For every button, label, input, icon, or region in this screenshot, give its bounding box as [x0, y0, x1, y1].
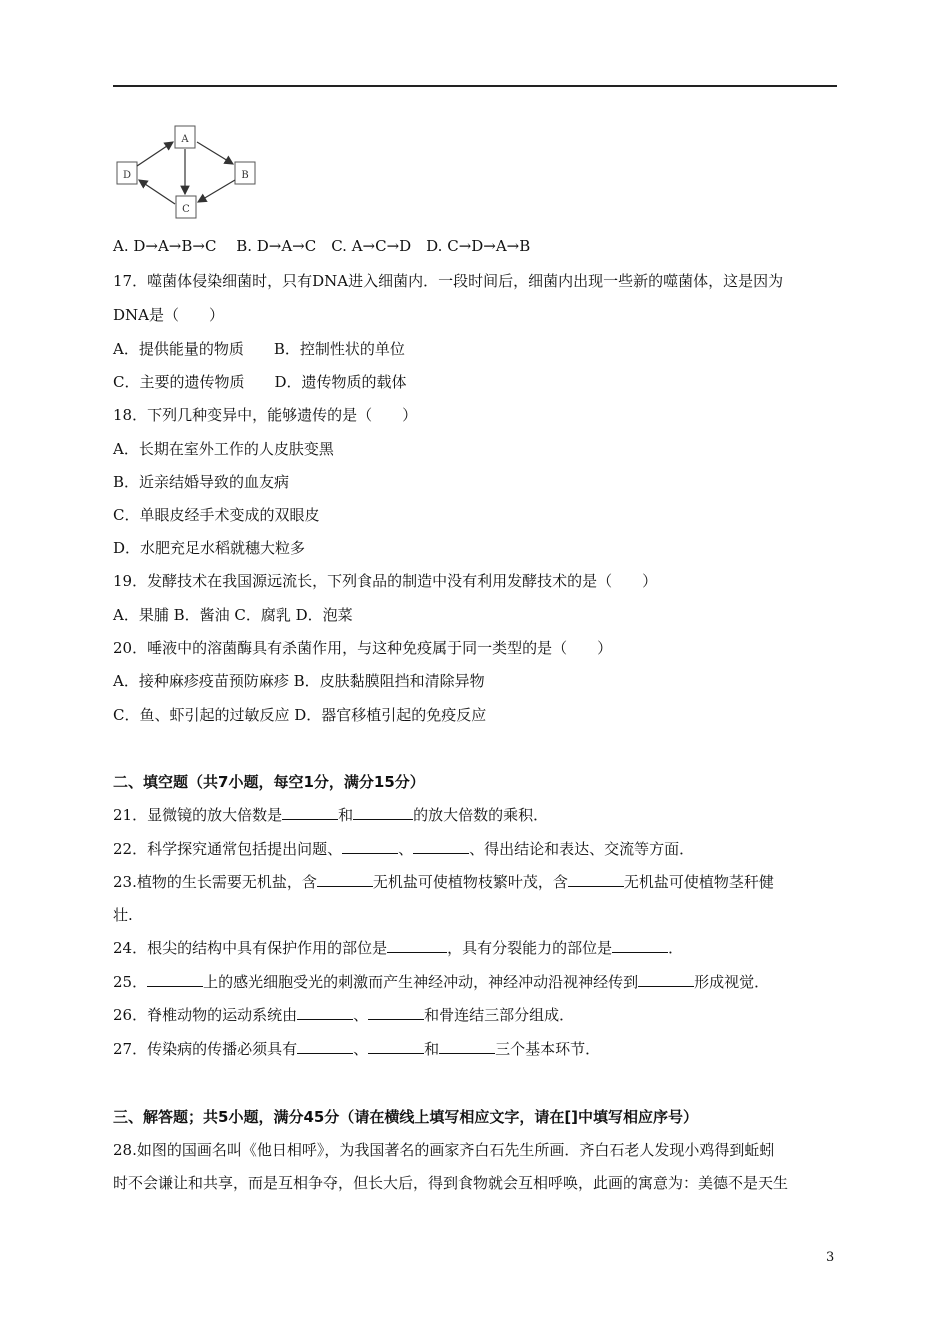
- q19-stem: 19．发酵技术在我国源远流长，下列食品的制造中没有利用发酵技术的是（ ）: [113, 572, 658, 590]
- q25-blank1[interactable]: [147, 972, 203, 987]
- node-d-label: D: [122, 170, 132, 181]
- q26-blank2[interactable]: [368, 1005, 424, 1020]
- q20-options-row1: A．接种麻疹疫苗预防麻疹 B．皮肤黏膜阻挡和清除异物: [113, 672, 485, 690]
- q18-stem: 18．下列几种变异中，能够遗传的是（ ）: [113, 406, 418, 424]
- q24-text3: ．: [668, 939, 684, 957]
- q27-text4: 三个基本环节．: [495, 1040, 601, 1058]
- q23-blank2[interactable]: [568, 872, 624, 887]
- q17-stem-line1: 17．噬菌体侵染细菌时，只有DNA进入细菌内．一段时间后，细菌内出现一些新的噬菌体，这是因为: [113, 272, 784, 290]
- sequence-diagram: [113, 120, 273, 225]
- q25-blank2[interactable]: [638, 972, 694, 987]
- q28-line1: 28.如图的国画名叫《他日相呼》，为我国著名的画家齐白石先生所画．齐白石老人发现小鸡得到蚯蚓: [113, 1141, 775, 1159]
- q26-text3: 和骨连结三部分组成．: [424, 1006, 575, 1024]
- header-rule: [113, 85, 837, 87]
- q23-continuation: 壮.: [113, 906, 133, 924]
- q25-text1: 25．: [113, 973, 148, 991]
- q25-text3: 形成视觉．: [694, 973, 770, 991]
- node-b-label: B: [241, 170, 249, 181]
- q18-option-b: B．近亲结婚导致的血友病: [113, 473, 290, 491]
- q18-option-a: A．长期在室外工作的人皮肤变黑: [113, 440, 334, 458]
- node-c-label: C: [182, 204, 190, 215]
- q21-text3: 的放大倍数的乘积．: [413, 806, 549, 824]
- q24: [113, 938, 683, 958]
- q21: [113, 805, 548, 825]
- q22-blank2[interactable]: [413, 839, 469, 854]
- q27-text1: 27．传染病的传播必须具有: [113, 1040, 298, 1058]
- q23-blank1[interactable]: [317, 872, 373, 887]
- q17-stem-line2: DNA是（ ）: [113, 306, 224, 324]
- q24-text2: ，具有分裂能力的部位是: [447, 939, 613, 957]
- q27-blank1[interactable]: [297, 1039, 353, 1054]
- q28-line2: 时不会谦让和共享，而是互相争夺，但长大后，得到食物就会互相呼唤，此画的寓意为：美德不是天生: [113, 1174, 789, 1192]
- q22-text3: 、得出结论和表达、交流等方面．: [469, 840, 695, 858]
- arrow-d-to-a: [137, 142, 173, 166]
- q21-blank2[interactable]: [353, 805, 413, 820]
- q23: [113, 872, 774, 892]
- q21-text2: 和: [338, 806, 354, 824]
- q22-text1: 22．科学探究通常包括提出问题、: [113, 840, 343, 858]
- q21-blank1[interactable]: [282, 805, 338, 820]
- section2-title: 二、填空题（共7小题，每空1分，满分15分）: [113, 773, 425, 791]
- q18-option-d: D．水肥充足水稻就穗大粒多: [113, 539, 306, 557]
- q25: [113, 972, 769, 992]
- q26: [113, 1005, 574, 1025]
- q21-text1: 21．显微镜的放大倍数是: [113, 806, 283, 824]
- q22-text2: 、: [398, 840, 414, 858]
- q26-text1: 26．脊椎动物的运动系统由: [113, 1006, 298, 1024]
- q19-options: A．果脯 B．酱油 C．腐乳 D．泡菜: [113, 606, 353, 624]
- q16-options: A. D→A→B→C B. D→A→C C. A→C→D D. C→D→A→B: [113, 237, 531, 255]
- arrow-b-to-c: [198, 180, 235, 202]
- q18-option-c: C．单眼皮经手术变成的双眼皮: [113, 506, 320, 524]
- q27-blank2[interactable]: [368, 1039, 424, 1054]
- q26-blank1[interactable]: [297, 1005, 353, 1020]
- arrow-a-to-b: [197, 142, 233, 164]
- q24-blank1[interactable]: [387, 938, 447, 953]
- q22-blank1[interactable]: [342, 839, 398, 854]
- node-a-label: A: [181, 134, 189, 145]
- q17-options-row1: A．提供能量的物质 B．控制性状的单位: [113, 340, 405, 358]
- q26-text2: 、: [353, 1006, 369, 1024]
- q20-stem: 20．唾液中的溶菌酶具有杀菌作用，与这种免疫属于同一类型的是（ ）: [113, 639, 613, 657]
- q23-text3: 无机盐可使植物茎秆健: [623, 873, 774, 891]
- q25-text2: 上的感光细胞受光的刺激而产生神经冲动，神经冲动沿视神经传到: [203, 973, 639, 991]
- q27-text2: 、: [353, 1040, 369, 1058]
- q24-text1: 24．根尖的结构中具有保护作用的部位是: [113, 939, 388, 957]
- page-number: 3: [826, 1250, 835, 1265]
- q17-options-row2: C．主要的遗传物质 D．遗传物质的载体: [113, 373, 407, 391]
- section3-title: 三、解答题；共5小题，满分45分（请在横线上填写相应文字，请在[]中填写相应序号）: [113, 1108, 699, 1126]
- q27-blank3[interactable]: [439, 1039, 495, 1054]
- q23-text1: 23.植物的生长需要无机盐，含: [113, 873, 317, 891]
- q27-text3: 和: [424, 1040, 440, 1058]
- q24-blank2[interactable]: [612, 938, 668, 953]
- q23-text2: 无机盐可使植物枝繁叶茂，含: [372, 873, 568, 891]
- q27: [113, 1039, 600, 1059]
- q20-options-row2: C．鱼、虾引起的过敏反应 D．器官移植引起的免疫反应: [113, 706, 487, 724]
- q22: [113, 839, 694, 859]
- arrow-c-to-d: [139, 180, 175, 204]
